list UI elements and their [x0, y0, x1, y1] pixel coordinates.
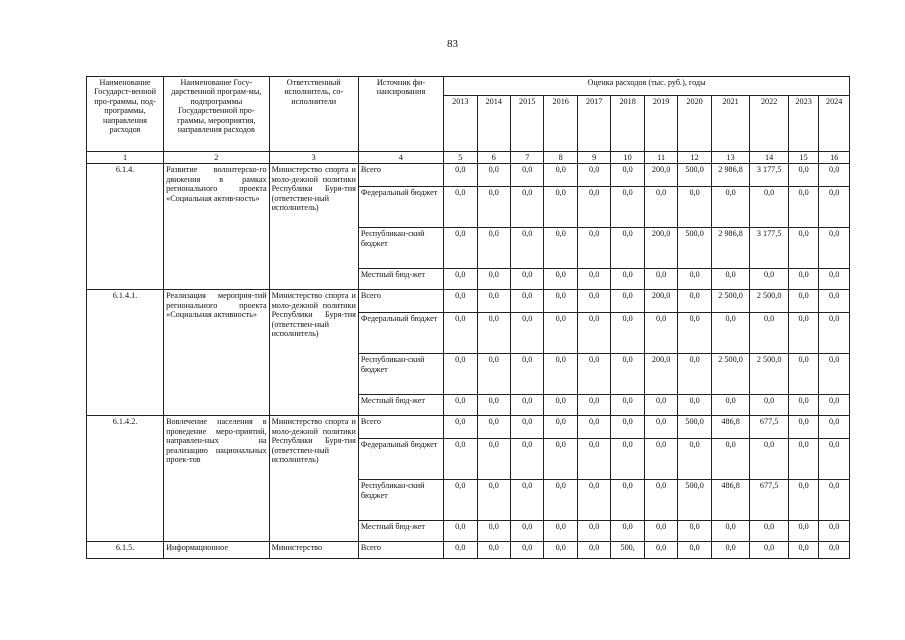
column-number: 2 [164, 152, 270, 164]
value-cell: 0,0 [788, 187, 818, 228]
value-cell: 0,0 [577, 542, 610, 559]
value-cell: 0,0 [788, 269, 818, 290]
value-cell: 0,0 [644, 416, 677, 439]
row-code: 6.1.4. [87, 164, 164, 290]
value-cell: 0,0 [611, 416, 644, 439]
year-header: 2017 [577, 96, 610, 152]
column-number: 6 [477, 152, 510, 164]
value-cell: 0,0 [511, 164, 544, 187]
header-program: Наименование Государст-венной про-граммы, под-программы, направления расходов [87, 77, 164, 152]
value-cell: 0,0 [577, 521, 610, 542]
year-header: 2021 [711, 96, 750, 152]
value-cell: 0,0 [544, 354, 577, 395]
value-cell: 0,0 [819, 313, 850, 354]
row-code: 6.1.4.2. [87, 416, 164, 542]
value-cell: 0,0 [477, 542, 510, 559]
value-cell: 0,0 [577, 187, 610, 228]
value-cell: 0,0 [511, 542, 544, 559]
value-cell: 0,0 [544, 269, 577, 290]
row-source: Всего [358, 290, 443, 313]
value-cell: 0,0 [577, 228, 610, 269]
value-cell: 0,0 [788, 542, 818, 559]
column-number: 9 [577, 152, 610, 164]
year-header: 2014 [477, 96, 510, 152]
value-cell: 0,0 [678, 187, 711, 228]
value-cell: 0,0 [577, 416, 610, 439]
value-cell: 0,0 [750, 542, 789, 559]
expense-table [86, 76, 850, 559]
value-cell: 2 500,0 [750, 290, 789, 313]
value-cell: 0,0 [611, 228, 644, 269]
value-cell: 0,0 [611, 313, 644, 354]
table-row [87, 164, 850, 187]
value-cell: 0,0 [511, 439, 544, 480]
value-cell: 0,0 [544, 187, 577, 228]
value-cell: 0,0 [644, 395, 677, 416]
value-cell: 0,0 [750, 187, 789, 228]
value-cell: 0,0 [788, 228, 818, 269]
row-code: 6.1.4.1. [87, 290, 164, 416]
value-cell: 0,0 [577, 439, 610, 480]
value-cell: 0,0 [788, 290, 818, 313]
column-number: 11 [644, 152, 677, 164]
value-cell: 0,0 [511, 354, 544, 395]
value-cell: 486,8 [711, 416, 750, 439]
value-cell: 0,0 [750, 439, 789, 480]
value-cell: 0,0 [577, 354, 610, 395]
value-cell: 3 177,5 [750, 228, 789, 269]
value-cell: 200,0 [644, 290, 677, 313]
value-cell: 0,0 [611, 521, 644, 542]
value-cell: 0,0 [788, 164, 818, 187]
value-cell: 0,0 [678, 290, 711, 313]
value-cell: 200,0 [644, 164, 677, 187]
column-number: 5 [444, 152, 477, 164]
column-number: 3 [269, 152, 358, 164]
year-header: 2024 [819, 96, 850, 152]
value-cell: 500,0 [678, 164, 711, 187]
table-body [87, 164, 850, 559]
value-cell: 0,0 [577, 395, 610, 416]
value-cell: 0,0 [611, 480, 644, 521]
value-cell: 0,0 [678, 313, 711, 354]
value-cell: 677,5 [750, 416, 789, 439]
value-cell: 0,0 [444, 228, 477, 269]
row-code: 6.1.5. [87, 542, 164, 559]
value-cell: 0,0 [788, 395, 818, 416]
value-cell: 0,0 [788, 416, 818, 439]
value-cell: 0,0 [788, 521, 818, 542]
column-numbers-row [87, 152, 850, 164]
year-header: 2018 [611, 96, 644, 152]
value-cell: 0,0 [819, 187, 850, 228]
year-header: 2013 [444, 96, 477, 152]
value-cell: 0,0 [819, 164, 850, 187]
row-executor: Министерство спорта и моло-дежной политики Республики Буря-тия (ответствен-ный исполнитель) [269, 290, 358, 416]
value-cell: 500,0 [678, 228, 711, 269]
column-number: 10 [611, 152, 644, 164]
row-source: Местный бюд-жет [358, 521, 443, 542]
value-cell: 0,0 [444, 187, 477, 228]
value-cell: 0,0 [644, 480, 677, 521]
value-cell: 0,0 [511, 290, 544, 313]
row-source: Республикан-ский бюджет [358, 228, 443, 269]
value-cell: 0,0 [611, 395, 644, 416]
value-cell: 0,0 [477, 354, 510, 395]
value-cell: 0,0 [544, 439, 577, 480]
value-cell: 0,0 [544, 313, 577, 354]
value-cell: 0,0 [750, 395, 789, 416]
value-cell: 0,0 [577, 164, 610, 187]
value-cell: 2 500,0 [711, 354, 750, 395]
value-cell: 0,0 [644, 521, 677, 542]
header-executor: Ответственный исполнитель, со-исполнители [269, 77, 358, 152]
value-cell: 0,0 [511, 313, 544, 354]
column-number: 8 [544, 152, 577, 164]
value-cell: 0,0 [819, 542, 850, 559]
value-cell: 2 500,0 [750, 354, 789, 395]
value-cell: 0,0 [644, 187, 677, 228]
value-cell: 0,0 [819, 521, 850, 542]
value-cell: 0,0 [711, 439, 750, 480]
row-source: Федеральный бюджет [358, 187, 443, 228]
value-cell: 0,0 [544, 521, 577, 542]
value-cell: 3 177,5 [750, 164, 789, 187]
value-cell: 0,0 [477, 521, 510, 542]
header-name: Наименование Госу-дарственной програм-мы, подпрограммы Государственной про-граммы, мероприятия, направления расходов [164, 77, 270, 152]
value-cell: 0,0 [444, 439, 477, 480]
value-cell: 200,0 [644, 228, 677, 269]
value-cell: 0,0 [611, 164, 644, 187]
value-cell: 0,0 [611, 269, 644, 290]
value-cell: 0,0 [444, 313, 477, 354]
column-number: 4 [358, 152, 443, 164]
value-cell: 0,0 [477, 416, 510, 439]
value-cell: 500, [611, 542, 644, 559]
value-cell: 0,0 [544, 480, 577, 521]
value-cell: 677,5 [750, 480, 789, 521]
year-header: 2023 [788, 96, 818, 152]
value-cell: 0,0 [511, 228, 544, 269]
column-number: 1 [87, 152, 164, 164]
value-cell: 0,0 [678, 269, 711, 290]
table-row [87, 290, 850, 313]
value-cell: 0,0 [678, 542, 711, 559]
row-source: Всего [358, 164, 443, 187]
column-number: 15 [788, 152, 818, 164]
value-cell: 0,0 [644, 269, 677, 290]
row-source: Федеральный бюджет [358, 313, 443, 354]
value-cell: 0,0 [750, 521, 789, 542]
value-cell: 0,0 [511, 416, 544, 439]
year-header: 2022 [750, 96, 789, 152]
row-source: Республикан-ский бюджет [358, 354, 443, 395]
value-cell: 0,0 [819, 416, 850, 439]
value-cell: 0,0 [511, 269, 544, 290]
value-cell: 0,0 [477, 164, 510, 187]
value-cell: 0,0 [577, 269, 610, 290]
row-name: Развитие волонтерско-го движения в рамках регионального проекта «Социальная актив-ность» [164, 164, 270, 290]
value-cell: 2 500,0 [711, 290, 750, 313]
value-cell: 0,0 [711, 269, 750, 290]
row-name: Информационное [164, 542, 270, 559]
row-executor: Министерство [269, 542, 358, 559]
value-cell: 0,0 [444, 269, 477, 290]
value-cell: 0,0 [477, 228, 510, 269]
value-cell: 0,0 [511, 187, 544, 228]
value-cell: 0,0 [750, 269, 789, 290]
value-cell: 0,0 [511, 395, 544, 416]
value-cell: 0,0 [711, 395, 750, 416]
value-cell: 0,0 [819, 290, 850, 313]
value-cell: 0,0 [678, 395, 711, 416]
value-cell: 0,0 [611, 354, 644, 395]
value-cell: 0,0 [711, 521, 750, 542]
column-number: 12 [678, 152, 711, 164]
row-source: Местный бюд-жет [358, 269, 443, 290]
value-cell: 0,0 [444, 395, 477, 416]
page-number: 83 [447, 38, 458, 50]
value-cell: 0,0 [819, 228, 850, 269]
value-cell: 2 986,8 [711, 164, 750, 187]
value-cell: 0,0 [577, 313, 610, 354]
value-cell: 0,0 [788, 439, 818, 480]
table-row [87, 542, 850, 559]
value-cell: 0,0 [788, 313, 818, 354]
value-cell: 0,0 [644, 439, 677, 480]
value-cell: 0,0 [444, 480, 477, 521]
column-number: 7 [511, 152, 544, 164]
value-cell: 0,0 [477, 480, 510, 521]
value-cell: 0,0 [711, 187, 750, 228]
value-cell: 0,0 [678, 439, 711, 480]
value-cell: 500,0 [678, 416, 711, 439]
year-header: 2016 [544, 96, 577, 152]
value-cell: 0,0 [544, 228, 577, 269]
value-cell: 0,0 [711, 542, 750, 559]
value-cell: 0,0 [577, 480, 610, 521]
value-cell: 0,0 [819, 395, 850, 416]
value-cell: 500,0 [678, 480, 711, 521]
value-cell: 0,0 [611, 290, 644, 313]
value-cell: 0,0 [444, 354, 477, 395]
row-source: Местный бюд-жет [358, 395, 443, 416]
value-cell: 0,0 [819, 439, 850, 480]
row-executor: Министерство спорта и моло-дежной политики Республики Буря-тия (ответствен-ный исполнитель) [269, 164, 358, 290]
row-source: Федеральный бюджет [358, 439, 443, 480]
value-cell: 0,0 [444, 521, 477, 542]
value-cell: 0,0 [511, 480, 544, 521]
header-source: Источник фи-нансирования [358, 77, 443, 152]
value-cell: 0,0 [544, 395, 577, 416]
value-cell: 0,0 [678, 354, 711, 395]
value-cell: 0,0 [477, 290, 510, 313]
value-cell: 0,0 [577, 290, 610, 313]
value-cell: 0,0 [819, 480, 850, 521]
value-cell: 200,0 [644, 354, 677, 395]
column-number: 13 [711, 152, 750, 164]
value-cell: 0,0 [444, 416, 477, 439]
value-cell: 0,0 [544, 164, 577, 187]
value-cell: 0,0 [444, 542, 477, 559]
value-cell: 0,0 [544, 290, 577, 313]
value-cell: 0,0 [611, 187, 644, 228]
row-name: Реализация мероприя-тий регионального проекта «Социальная активность» [164, 290, 270, 416]
value-cell: 0,0 [477, 395, 510, 416]
value-cell: 0,0 [477, 439, 510, 480]
year-header: 2015 [511, 96, 544, 152]
row-source: Республикан-ский бюджет [358, 480, 443, 521]
value-cell: 0,0 [444, 164, 477, 187]
row-name: Вовлечение населения в проведение меро-приятий, направлен-ных на реализацию национальных проек-тов [164, 416, 270, 542]
value-cell: 0,0 [678, 521, 711, 542]
header-estimate: Оценка расходов (тыс. руб.), годы [444, 77, 850, 96]
value-cell: 0,0 [477, 187, 510, 228]
value-cell: 0,0 [444, 290, 477, 313]
value-cell: 0,0 [611, 439, 644, 480]
value-cell: 0,0 [544, 542, 577, 559]
value-cell: 0,0 [477, 313, 510, 354]
value-cell: 0,0 [788, 354, 818, 395]
row-executor: Министерство спорта и моло-дежной политики Республики Буря-тия (ответствен-ный исполнитель) [269, 416, 358, 542]
row-source: Всего [358, 416, 443, 439]
value-cell: 0,0 [477, 269, 510, 290]
value-cell: 0,0 [711, 313, 750, 354]
value-cell: 0,0 [788, 480, 818, 521]
value-cell: 0,0 [819, 269, 850, 290]
row-source: Всего [358, 542, 443, 559]
value-cell: 0,0 [644, 313, 677, 354]
value-cell: 0,0 [750, 313, 789, 354]
column-number: 16 [819, 152, 850, 164]
value-cell: 0,0 [544, 416, 577, 439]
column-number: 14 [750, 152, 789, 164]
value-cell: 0,0 [819, 354, 850, 395]
value-cell: 2 986,8 [711, 228, 750, 269]
value-cell: 0,0 [511, 521, 544, 542]
year-header: 2019 [644, 96, 677, 152]
value-cell: 0,0 [644, 542, 677, 559]
year-header: 2020 [678, 96, 711, 152]
value-cell: 486,8 [711, 480, 750, 521]
table-row [87, 416, 850, 439]
